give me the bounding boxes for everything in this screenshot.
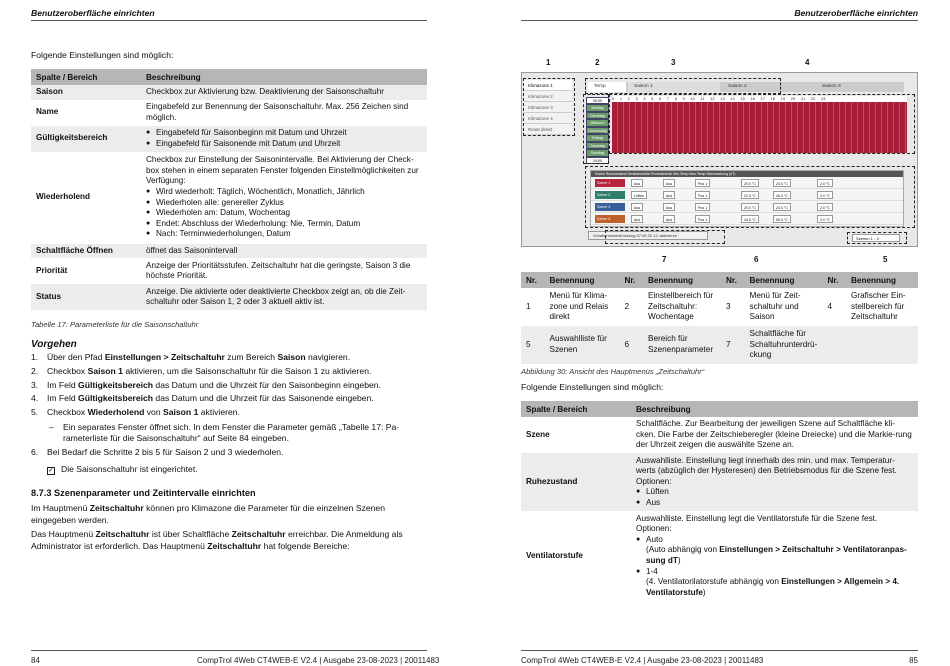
col-header: Nr.	[521, 272, 545, 288]
ruhe-select[interactable]: Aus	[631, 203, 643, 211]
nr-cell	[823, 326, 847, 364]
name-cell: Menü für Zeit-schaltuhr und Saison	[749, 291, 801, 322]
callout-frame	[585, 78, 781, 94]
header-rule	[521, 20, 918, 21]
dt-field[interactable]: 2.0 °C	[817, 179, 833, 187]
zone-item[interactable]: Klimazone 4	[524, 113, 572, 124]
row-desc: Eingabefeld zur Benennung der Saisonschaltuhr. Max. 256 Zeichen sind möglich.	[146, 102, 409, 122]
ruhe-select[interactable]: Aus	[631, 215, 643, 223]
row-desc	[631, 453, 918, 511]
ruhe-select[interactable]: Lüften	[631, 191, 647, 199]
callout-frame	[583, 94, 609, 164]
col-header: Nr.	[823, 272, 847, 288]
row-label: Ventilatorstufe	[526, 550, 583, 560]
day-button[interactable]: Montag	[586, 104, 609, 111]
step: 1. Über den Pfad Einstellungen > Zeitschaltuhr zum Bereich Saison navigieren.	[31, 352, 351, 362]
col-header: Nr.	[620, 272, 644, 288]
row-desc-text: Auswahlliste. Einstellung liegt innerhalb des min. und max. Temperatur-werts (abzüglich der Hysteresen) den Betriebsmodus für die Szene fest. Optionen:	[636, 455, 897, 486]
bullet: ● Lüften	[636, 487, 913, 498]
scene-button[interactable]: Szene 4	[595, 215, 625, 223]
max-temp[interactable]: 50.0 °C	[773, 215, 791, 223]
day-button[interactable]: 24:00	[586, 157, 609, 164]
step: 4. Im Feld Gültigkeitsbereich das Datum und die Uhrzeit für das Saisonende eingeben.	[31, 393, 374, 404]
callout-frame	[585, 166, 915, 228]
callout-4: 4	[805, 58, 810, 67]
step: 2. Checkbox Saison 1 aktivieren, um die Saisonschaltuhr für die Saison 1 zu aktivieren.	[31, 365, 372, 376]
row-desc: Anzeige der Prioritätsstufen. Zeitschaltuhr hat die geringste, Saison 3 die höchste Priorität.	[146, 260, 411, 281]
row-label: Name	[36, 107, 59, 117]
day-button[interactable]: Mittwoch	[586, 119, 609, 126]
figure-caption: Abbildung 30: Ansicht des Hauptmenüs „Zeitschaltuhr“	[521, 367, 705, 376]
nr-cell: 7	[721, 326, 745, 364]
sub-step: – Ein separates Fenster öffnet sich. In dem Fenster die Parameter gemäß „Tabelle 17: Pa-rameterliste für die Saisonschaltuhr“ auf Seite 84 eingeben.	[49, 422, 400, 443]
row-desc: Anzeige. Die aktivierte oder deaktivierte Checkbox zeigt an, ob die Zeit-schaltuhr oder Saison 1, 2 oder 3 aktuell aktiv ist.	[141, 284, 427, 310]
tab-season-2[interactable]: Saison 2	[722, 82, 814, 92]
col-header: Spalte / Bereich	[521, 401, 631, 417]
bullet: ● Auto (Auto abhängig von Einstellungen > Zeitschaltuhr > Ventilatoranpas-sung dT)	[636, 535, 913, 567]
procedure-heading: Vorgehen	[31, 339, 77, 350]
row-label: Wiederholend	[36, 192, 91, 202]
procedure-steps	[31, 351, 431, 420]
col-header: Beschreibung	[631, 401, 918, 417]
bullet: ● Wiederholen alle: genereller Zyklus	[146, 198, 422, 209]
callout-2: 2	[595, 58, 600, 67]
nr-cell: 2	[624, 301, 630, 311]
row-desc	[141, 152, 427, 244]
section-heading: 8.7.3 Szenenparameter und Zeitintervalle einrichten	[31, 488, 256, 498]
dt-field[interactable]: 2.0 °C	[817, 215, 833, 223]
nr-cell: 1	[526, 301, 531, 311]
bullet: ● Endet: Abschluss der Wiederholung: Nie, Termin, Datum	[146, 219, 422, 230]
col-header: Nr.	[721, 272, 745, 288]
vent-select[interactable]: Aus	[663, 215, 675, 223]
checkbox-icon: ✓	[48, 467, 54, 474]
right-page	[475, 0, 950, 666]
vent-select[interactable]: Aus	[663, 203, 675, 211]
step-6: 6. Bei Bedarf die Schritte 2 bis 5 für Saison 2 und 3 wiederholen.	[31, 447, 284, 457]
day-button[interactable]: Donnerstag	[586, 127, 609, 134]
callout-1: 1	[546, 58, 551, 67]
bullet: ● Nach: Terminwiederholungen, Datum	[146, 229, 422, 240]
day-button[interactable]: Sonntag	[586, 149, 609, 156]
scene-button[interactable]: Szene 1	[595, 179, 625, 187]
name-cell: Auswahlliste für Szenen	[545, 326, 620, 364]
paragraph: Das Hauptmenü Zeitschaltuhr ist über Schaltfläche Zeitschaltuhr erreichbar. Die Anmeldung als Administrator ist erforderlich. Das Hauptmenü Zeitschaltuhr hat folgende Bereiche:	[31, 529, 403, 551]
footer-text: CompTrol 4Web CT4WEB-E V2.4 | Ausgabe 23-08-2023 | 20011483	[197, 656, 440, 665]
row-label: Priorität	[36, 265, 68, 275]
row-desc	[631, 511, 918, 601]
name-cell	[846, 326, 918, 364]
row-label: Status	[31, 284, 141, 310]
row-desc-text: Checkbox zur Einstellung der Saisonintervalle. Bei Aktivierung der Check-box stehen in einem separaten Fenster folgenden Einstellmöglichkeiten zur Verfügung:	[146, 155, 419, 186]
vent-select[interactable]: Aus	[663, 191, 675, 199]
running-header: Benutzeroberfläche einrichten	[31, 8, 155, 18]
zone-item[interactable]: Reset direkt	[524, 124, 572, 135]
row-desc	[141, 126, 427, 152]
row-desc: Schaltfläche. Zur Bearbeitung der jeweiligen Szene auf Schaltfläche kli-cken. Die Farbe der Zeitschieberegler (kleine Dreiecke) und die Markie-rung der Uhrzeit zeigen die auswählte Szene an.	[636, 419, 912, 450]
row-label: Gültigkeitsbereich	[31, 126, 141, 152]
min-temp[interactable]: 22.0 °C	[741, 191, 759, 199]
tab-temp[interactable]: Temp	[588, 82, 626, 92]
page-number: 85	[909, 656, 918, 665]
row-desc: Checkbox zur Aktivierung bzw. Deaktivierung der Saisonschaltuhr	[141, 85, 427, 100]
scene-button[interactable]: Szene 3	[595, 203, 625, 211]
scene-select[interactable]: Szenen 1 - 4	[852, 234, 900, 242]
footer-rule	[31, 650, 427, 651]
bullet: ● Wird wiederholt: Täglich, Wöchentlich, Monatlich, Jährlich	[146, 187, 422, 198]
col-header: Benennung	[846, 272, 918, 288]
name-cell: Grafischer Ein-stellbereich für Zeitschaltuhr	[851, 291, 906, 322]
col-header: Beschreibung	[141, 69, 427, 85]
col-header: Spalte / Bereich	[31, 69, 141, 85]
footer-text: CompTrol 4Web CT4WEB-E V2.4 | Ausgabe 23-08-2023 | 20011483	[521, 656, 764, 665]
hour-scale: 0 1 2 3 4 5 6 7 8 9 10 11 12 13 14 15 16 17 18 19 20 21 22 23	[612, 96, 907, 102]
vent-select[interactable]: Aus	[663, 179, 675, 187]
day-button[interactable]: 00:00	[586, 97, 609, 104]
bullet: ● Wiederholen am: Datum, Wochentag	[146, 208, 422, 219]
bullet: ● Eingabefeld für Saisonbeginn mit Datum und Uhrzeit	[146, 128, 422, 139]
max-temp[interactable]: 24.0 °C	[773, 203, 791, 211]
nr-cell: 5	[521, 326, 545, 364]
row-desc: öffnet das Saisonintervall	[141, 244, 427, 259]
nr-cell: 3	[726, 301, 731, 311]
name-cell: Bereich für Szenenparameter	[643, 326, 721, 364]
bullet: ● 1-4 (4. Ventilatorilatorstufe abhängig von Einstellungen > Allgemein > 4. Ventilatorstufe)	[636, 567, 913, 599]
col-header: Benennung	[643, 272, 721, 288]
callout-frame	[609, 94, 915, 154]
min-temp[interactable]: 34.0 °C	[741, 215, 759, 223]
scene-table	[521, 401, 918, 601]
callout-7: 7	[662, 255, 667, 264]
suppression-button[interactable]: Schaltuhrunterdrückung 07.05.22 12: aktivieren	[588, 231, 708, 240]
intro-text: Folgende Einstellungen sind möglich:	[31, 50, 174, 60]
row-label: Szene	[526, 429, 550, 439]
callout-frame	[847, 232, 907, 244]
intro-text: Folgende Einstellungen sind möglich:	[521, 382, 664, 392]
callout-frame	[523, 78, 575, 136]
scene-button[interactable]: Szene 2	[595, 191, 625, 199]
day-button[interactable]: Dienstag	[586, 112, 609, 119]
step: 3. Im Feld Gültigkeitsbereich das Datum und die Uhrzeit für den Saisonbeginn eingeben.	[31, 379, 381, 390]
callout-3: 3	[671, 58, 676, 67]
min-temp[interactable]: 20.0 °C	[741, 179, 759, 187]
bullet: ● Eingabefeld für Saisonende mit Datum und Uhrzeit	[146, 139, 422, 150]
header-rule	[31, 20, 427, 21]
dt-field[interactable]: 2.0 °C	[817, 191, 833, 199]
name-cell: Schaltfläche für Schaltuhrunterdrü-ckung	[745, 326, 823, 364]
max-temp[interactable]: 24.0 °C	[773, 179, 791, 187]
paragraph: Im Hauptmenü Zeitschaltuhr können pro Klimazone die Parameter für die einzelnen Szenen eingegeben werden.	[31, 503, 385, 525]
legend-table	[521, 272, 918, 364]
max-temp[interactable]: 26.0 °C	[773, 191, 791, 199]
name-cell: Einstellbereich für Zeitschaltuhr: Wochentage	[648, 291, 714, 322]
nr-cell: 6	[620, 326, 644, 364]
callout-6: 6	[754, 255, 759, 264]
day-button[interactable]: Samstag	[586, 142, 609, 149]
pendel-select[interactable]: Pos 1	[695, 203, 710, 211]
callout-frame	[605, 230, 725, 244]
table-caption: Tabelle 17: Parameterliste für die Saisonschaltuhr	[31, 320, 199, 329]
ruhe-select[interactable]: Aus	[631, 179, 643, 187]
name-cell: Menü für Klima-zone und Relais direkt	[549, 291, 609, 322]
zone-item[interactable]: Klimazone 3	[524, 102, 572, 113]
parameter-table	[31, 69, 427, 310]
nr-cell: 4	[827, 301, 833, 311]
col-header: Benennung	[745, 272, 823, 288]
min-temp[interactable]: 20.0 °C	[741, 203, 759, 211]
footer-rule	[521, 650, 918, 651]
col-header: Benennung	[545, 272, 620, 288]
dt-field[interactable]: 2.0 °C	[817, 203, 833, 211]
bullet: ● Aus	[636, 498, 913, 509]
zone-item[interactable]: Klimazone 2	[524, 91, 572, 102]
tab-season-3[interactable]: Saison 3	[816, 82, 904, 92]
scene-header: Szene Ruhezustand Ventilatorstufe Pendelantrieb Min.Temp Max.Temp Überwachung (dT)	[591, 171, 903, 177]
day-button[interactable]: Freitag	[586, 134, 609, 141]
pendel-select[interactable]: Pos 1	[695, 179, 710, 187]
row-label: Schaltfläche Öffnen	[31, 244, 141, 259]
row-label: Ruhezustand	[521, 453, 631, 511]
row-desc-text: Auswahlliste. Einstellung legt die Ventilatorstufe für die Szene fest. Optionen:	[636, 513, 878, 534]
tab-season-1[interactable]: Saison 1	[628, 82, 720, 92]
row-label: Saison	[31, 85, 141, 100]
pendel-select[interactable]: Pos 1	[695, 191, 710, 199]
pendel-select[interactable]: Pos 1	[695, 215, 710, 223]
running-header: Benutzeroberfläche einrichten	[794, 8, 918, 18]
step: 5. Checkbox Wiederholend von Saison 1 aktivieren.	[31, 407, 240, 418]
callout-5: 5	[883, 255, 888, 264]
page-number: 84	[31, 656, 40, 665]
zone-item[interactable]: Klimazone 1	[524, 80, 572, 91]
result-line: ✓ Die Saisonschaltuhr ist eingerichtet.	[48, 464, 198, 474]
